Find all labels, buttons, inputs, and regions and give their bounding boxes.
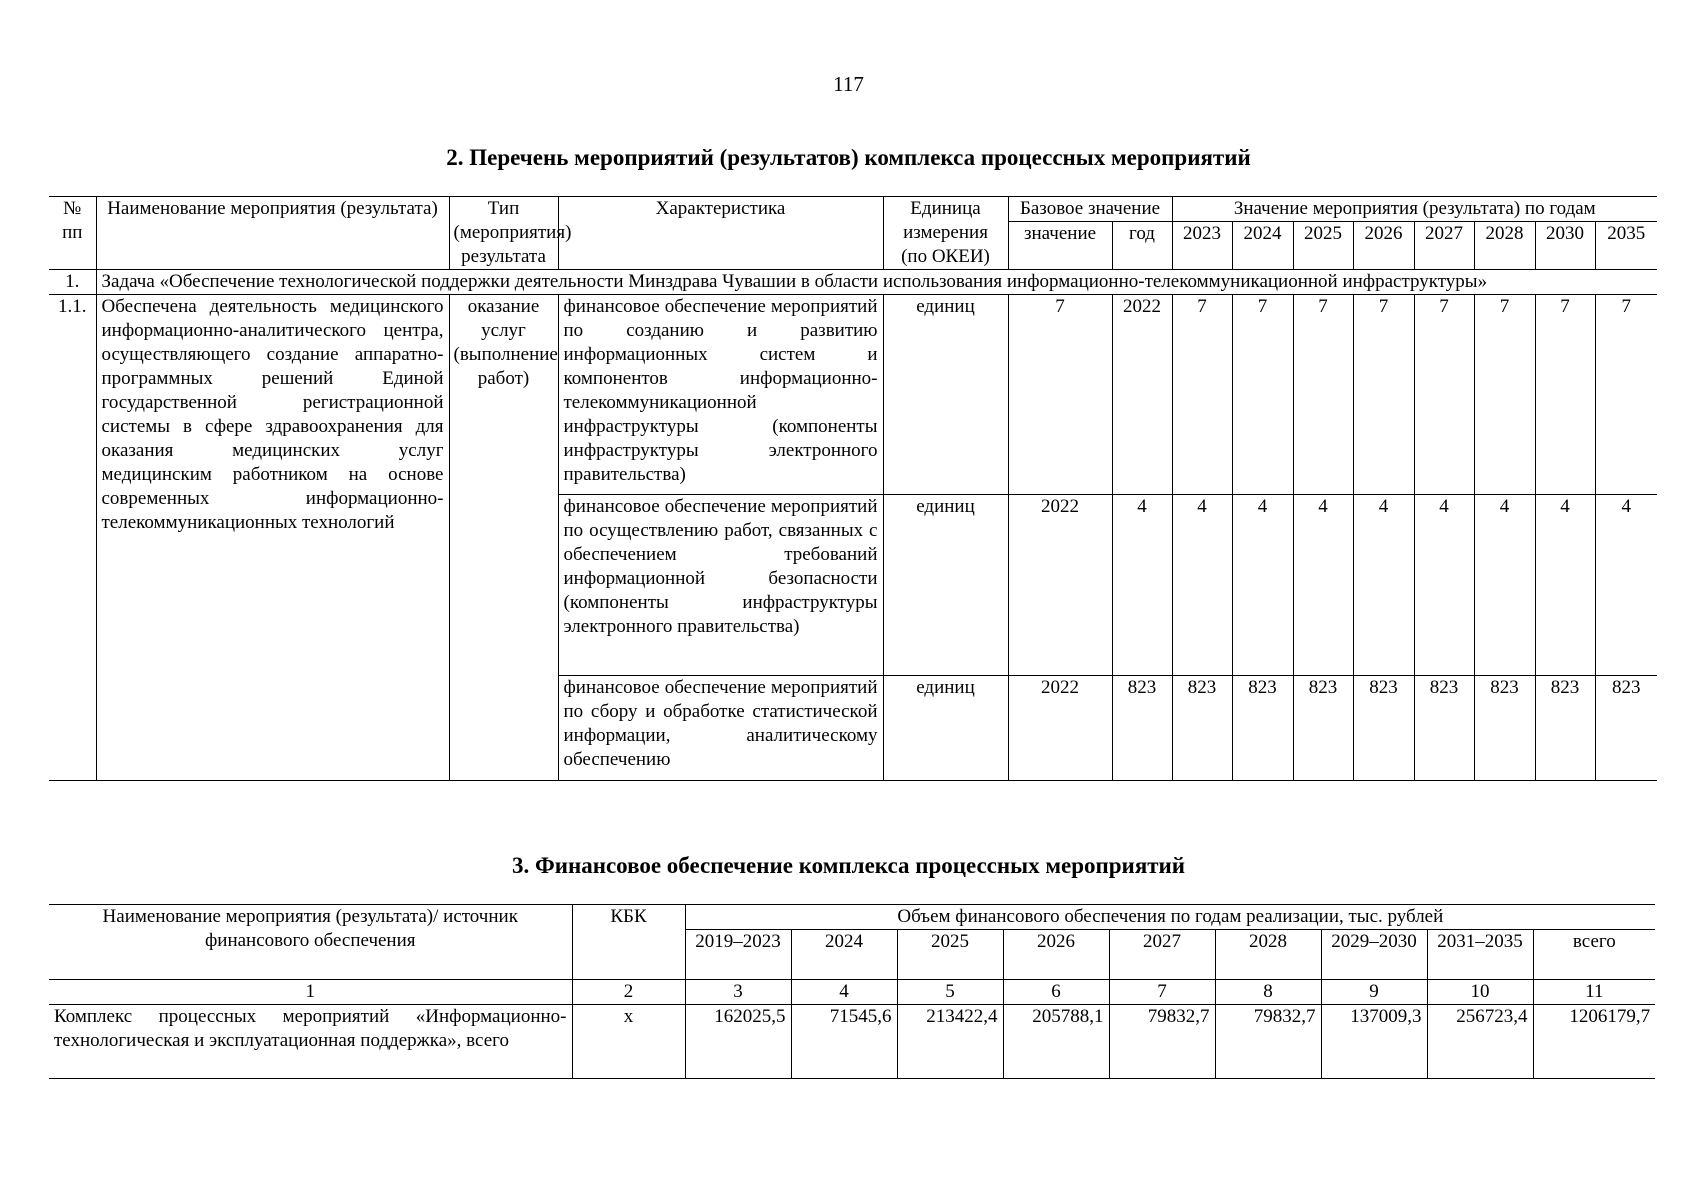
col-unit-header: Единица измерения (по ОКЕИ) (883, 197, 1008, 270)
row-value: 7 (1293, 295, 1353, 495)
fin-col-numbers-row (49, 980, 1655, 1005)
row-unit: единиц (883, 295, 1008, 495)
row-value: 4 (1232, 495, 1293, 676)
row-value: 823 (1293, 676, 1353, 781)
year-header: 2028 (1474, 222, 1535, 270)
row-value: 7 (1414, 295, 1474, 495)
col-name-header: Наименование мероприятия (результата) (96, 197, 449, 270)
row-value: 823 (1474, 676, 1535, 781)
year-header: 2025 (1293, 222, 1353, 270)
task-row (49, 270, 1657, 295)
row-value: 4 (1535, 495, 1595, 676)
fin-period-header: 2026 (1003, 930, 1109, 980)
fin-period-header: 2029–2030 (1321, 930, 1427, 980)
activities-table (49, 196, 1657, 781)
table-row (49, 1005, 1655, 1079)
row-base-value: 2022 (1008, 676, 1112, 781)
fin-row-value: 256723,4 (1427, 1005, 1533, 1079)
row-value: 823 (1232, 676, 1293, 781)
fin-row-kbk: х (572, 1005, 685, 1079)
fin-period-header: 2028 (1215, 930, 1321, 980)
row-value: 7 (1535, 295, 1595, 495)
item-number: 1.1. (49, 295, 96, 781)
fin-row-value: 1206179,7 (1533, 1005, 1655, 1079)
col-number: 3 (685, 980, 791, 1005)
fin-row-value: 162025,5 (685, 1005, 791, 1079)
col-number: 11 (1533, 980, 1655, 1005)
row-characteristic: финансовое обеспечение мероприятий по осуществлению работ, связанных с обеспечением требований информационной безопасности (компоненты инфраструктуры электронного правительства) (558, 495, 883, 676)
row-value: 823 (1172, 676, 1232, 781)
task-text: Задача «Обеспечение технологической поддержки деятельности Минздрава Чувашии в области использования информационно-телекоммуникационной инфраструктуры» (96, 270, 1657, 295)
task-number: 1. (49, 270, 96, 295)
year-header: 2026 (1353, 222, 1414, 270)
item-type: оказание услуг (выполнение работ) (449, 295, 558, 781)
row-value: 4 (1414, 495, 1474, 676)
row-value: 4 (1474, 495, 1535, 676)
row-characteristic: финансовое обеспечение мероприятий по созданию и развитию информационных систем и компонентов информационно-телекоммуникационной инфраструктуры (компоненты инфраструктуры электронного правительства) (558, 295, 883, 495)
row-value: 823 (1595, 676, 1657, 781)
row-value: 7 (1595, 295, 1657, 495)
table-row (49, 295, 1657, 495)
row-base-value: 7 (1008, 295, 1112, 495)
col-base-header: Базовое значение (1008, 197, 1172, 222)
col-number: 2 (572, 980, 685, 1005)
row-value: 4 (1595, 495, 1657, 676)
row-value: 823 (1535, 676, 1595, 781)
fin-period-header: 2025 (897, 930, 1003, 980)
fin-row-value: 137009,3 (1321, 1005, 1427, 1079)
section-2-title: 2. Перечень мероприятий (результатов) комплекса процессных мероприятий (446, 145, 1251, 170)
year-header: 2035 (1595, 222, 1657, 270)
fin-row-value: 71545,6 (791, 1005, 897, 1079)
fin-row-name: Комплекс процессных мероприятий «Информационно-технологическая и эксплуатационная поддержка», всего (49, 1005, 572, 1079)
year-header: 2030 (1535, 222, 1595, 270)
row-base-year: 4 (1112, 495, 1172, 676)
financing-table (49, 904, 1655, 1079)
col-num-header: № пп (49, 197, 96, 270)
row-value: 4 (1293, 495, 1353, 676)
fin-period-header: 2031–2035 (1427, 930, 1533, 980)
fin-period-header: 2027 (1109, 930, 1215, 980)
col-number: 7 (1109, 980, 1215, 1005)
row-value: 7 (1172, 295, 1232, 495)
fin-row-value: 79832,7 (1215, 1005, 1321, 1079)
item-name: Обеспечена деятельность медицинского информационно-аналитического центра, осуществляющего создание аппаратно-программных решений Единой государственной регистрационной системы в сфере здравоохранения для оказания медицинских услуг медицинским работником на основе современных информационно-телекоммуникационных технологий (96, 295, 449, 781)
section-3-title: 3. Финансовое обеспечение комплекса процессных мероприятий (511, 853, 1186, 878)
col-number: 10 (1427, 980, 1533, 1005)
year-header: 2023 (1172, 222, 1232, 270)
fin-kbk-header: КБК (572, 905, 685, 980)
fin-volume-header: Объем финансового обеспечения по годам реализации, тыс. рублей (685, 905, 1655, 930)
fin-period-header: 2024 (791, 930, 897, 980)
col-number: 5 (897, 980, 1003, 1005)
col-characteristic-header: Характеристика (558, 197, 883, 270)
col-number: 4 (791, 980, 897, 1005)
fin-name-header: Наименование мероприятия (результата)/ источник финансового обеспечения (49, 905, 572, 980)
row-base-year: 2022 (1112, 295, 1172, 495)
row-unit: единиц (883, 676, 1008, 781)
row-unit: единиц (883, 495, 1008, 676)
row-base-year: 823 (1112, 676, 1172, 781)
fin-period-header: 2019–2023 (685, 930, 791, 980)
col-number: 8 (1215, 980, 1321, 1005)
page-number: 117 (833, 72, 864, 96)
fin-header-row-1 (49, 905, 1655, 930)
col-base-value-header: значение (1008, 222, 1112, 270)
row-characteristic: финансовое обеспечение мероприятий по сбору и обработке статистической информации, аналитическому обеспечению (558, 676, 883, 781)
fin-period-header: всего (1533, 930, 1655, 980)
year-header: 2027 (1414, 222, 1474, 270)
row-value: 4 (1353, 495, 1414, 676)
col-number: 1 (49, 980, 572, 1005)
col-by-years-header: Значение мероприятия (результата) по годам (1172, 197, 1657, 222)
row-value: 823 (1414, 676, 1474, 781)
col-number: 6 (1003, 980, 1109, 1005)
fin-row-value: 79832,7 (1109, 1005, 1215, 1079)
row-value: 7 (1353, 295, 1414, 495)
row-base-value: 2022 (1008, 495, 1112, 676)
col-number: 9 (1321, 980, 1427, 1005)
col-type-header: Тип (мероприятия) результата (449, 197, 558, 270)
row-value: 7 (1474, 295, 1535, 495)
row-value: 7 (1232, 295, 1293, 495)
fin-row-value: 205788,1 (1003, 1005, 1109, 1079)
col-base-year-header: год (1112, 222, 1172, 270)
fin-row-value: 213422,4 (897, 1005, 1003, 1079)
header-row-1 (49, 197, 1657, 222)
row-value: 823 (1353, 676, 1414, 781)
year-header: 2024 (1232, 222, 1293, 270)
row-value: 4 (1172, 495, 1232, 676)
